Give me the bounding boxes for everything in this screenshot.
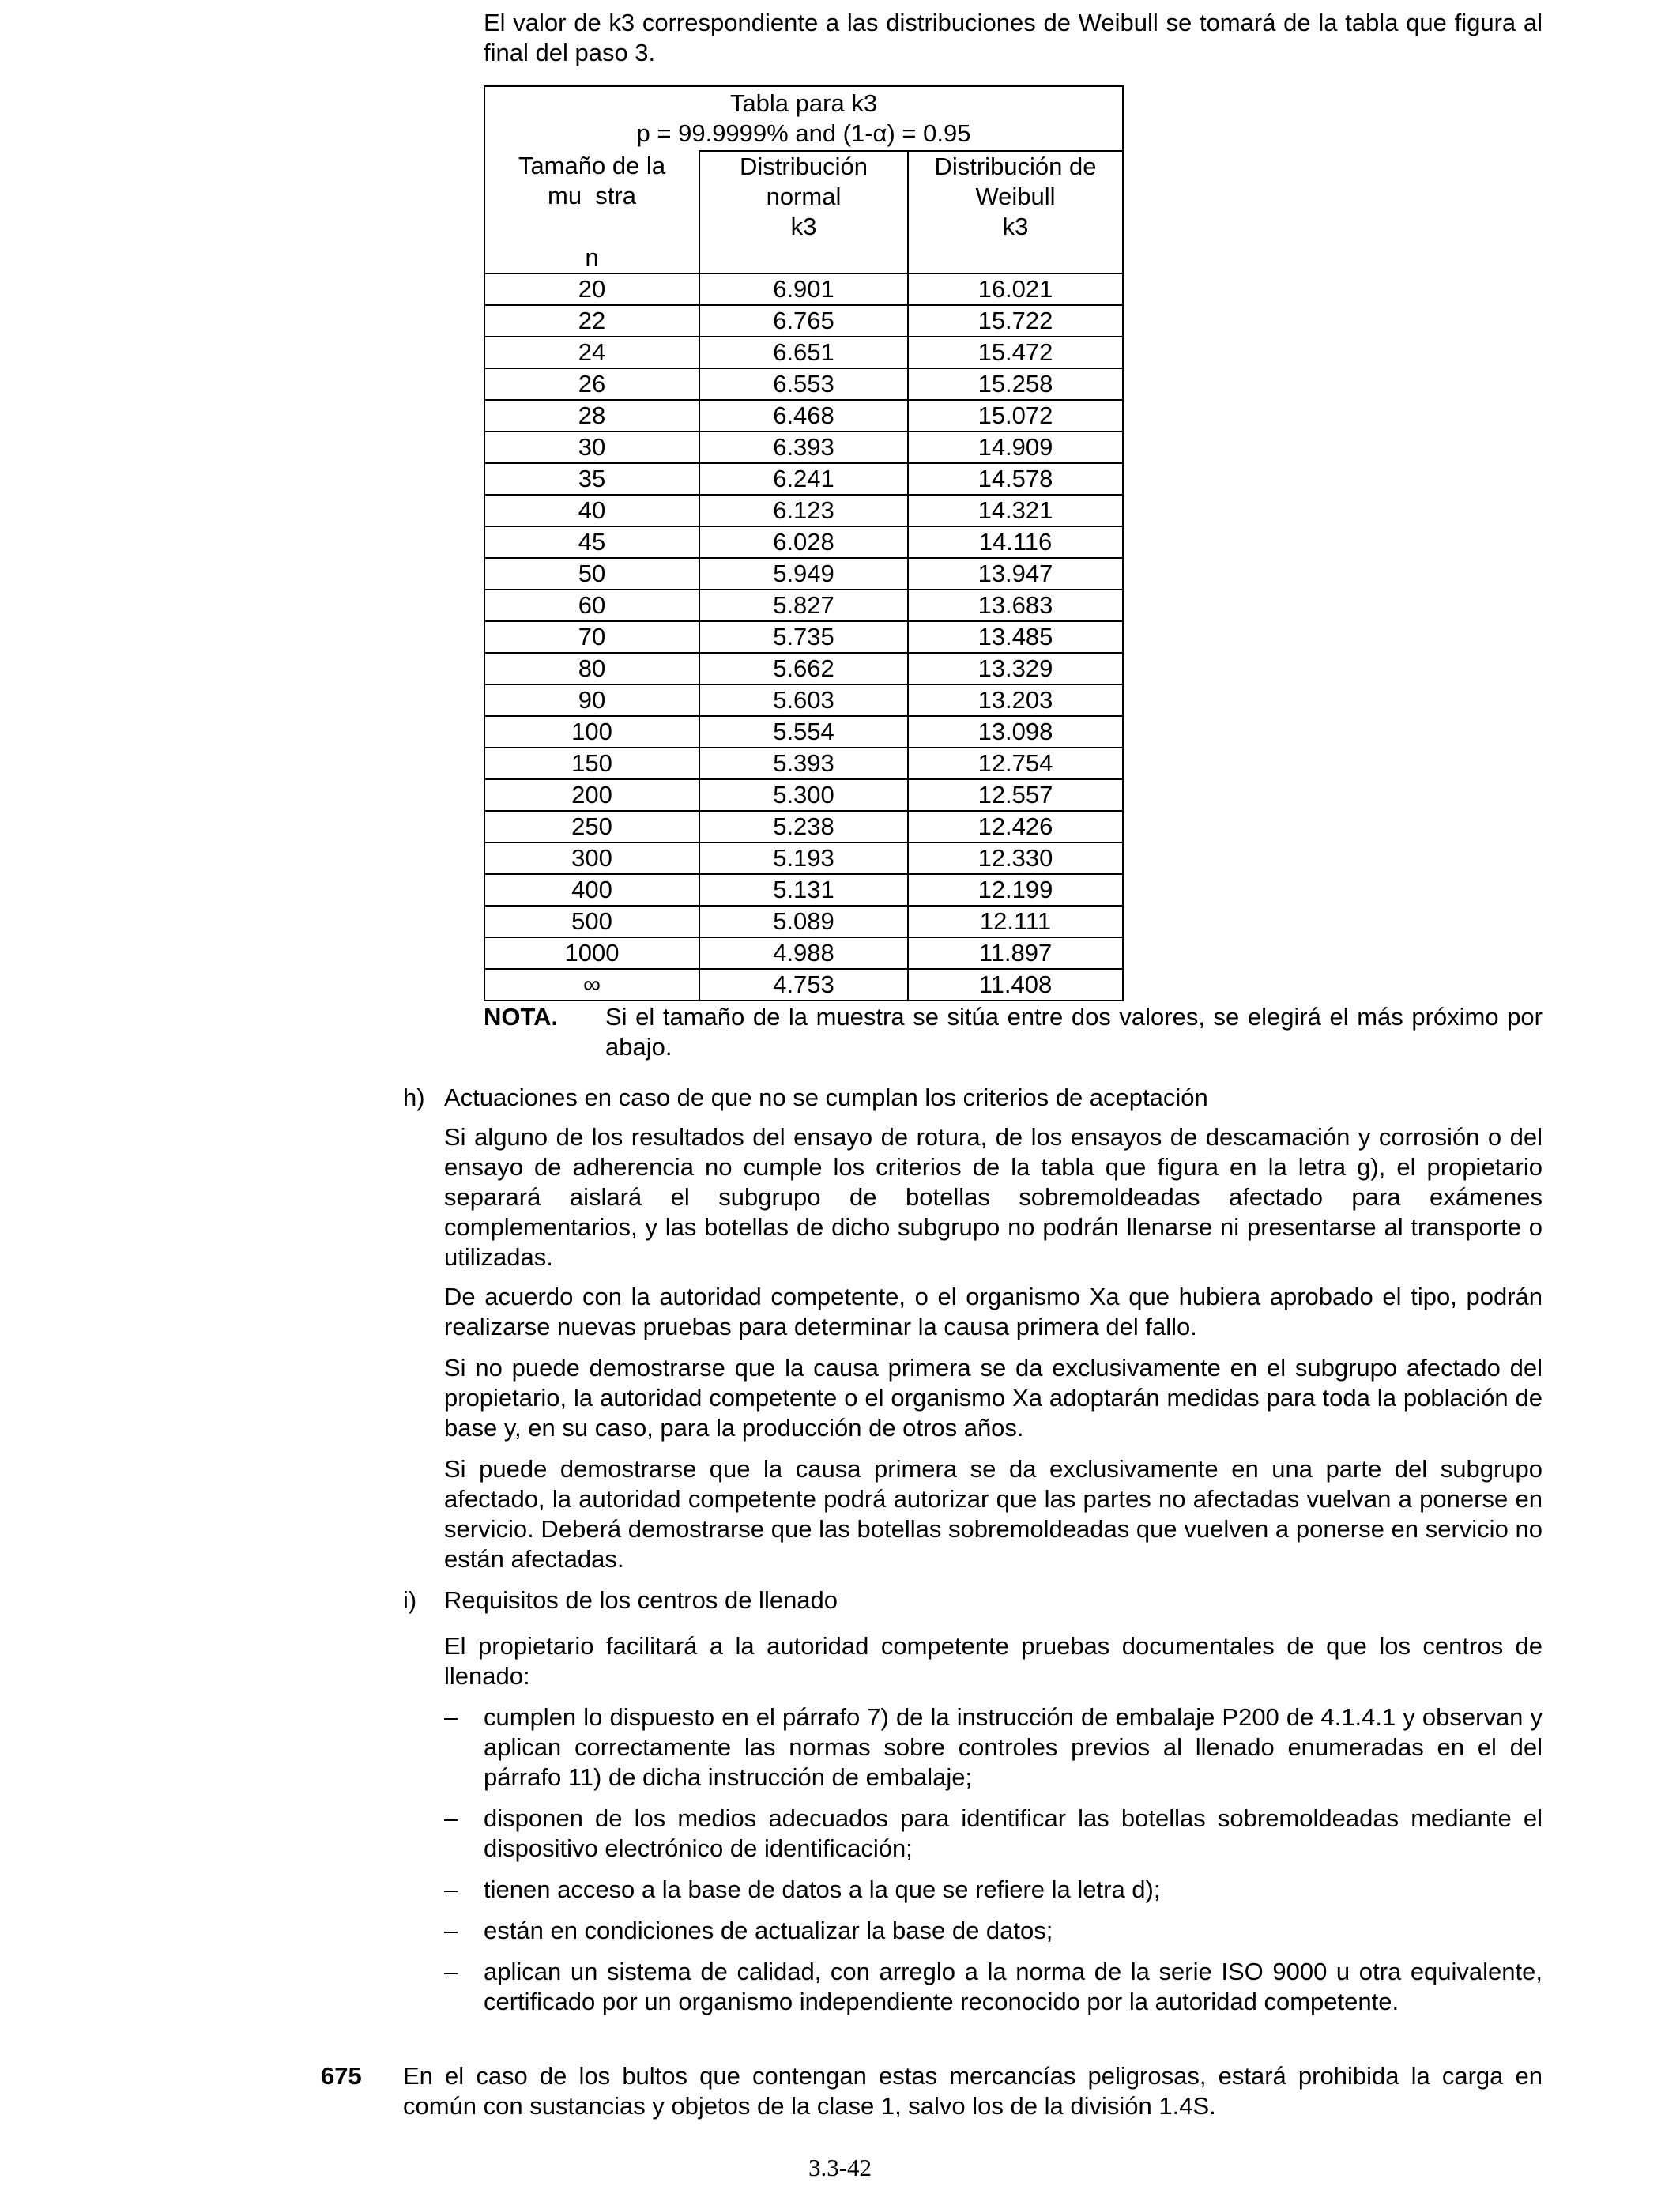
cell-sample-size: 70 [484,621,699,653]
table-row [484,400,1123,432]
cell-normal-k3: 5.735 [699,621,908,653]
table-caption-row [484,86,1123,151]
cell-sample-size: 26 [484,368,699,400]
section-i-intro: El propietario facilitará a la autoridad competente pruebas documentales de que los centros de llenado: [444,1632,1543,1690]
cell-normal-k3: 6.765 [699,305,908,337]
section-h-paragraph-4: Si puede demostrarse que la causa primera se da exclusivamente en una parte del subgrupo afectado, la autoridad competente podrá autorizar que las partes no afectadas vuelvan a ponerse en servicio. Deberá demostrarse que las botellas sobremoldeadas que vuelven a ponerse en servicio no están afectadas. [444,1455,1543,1573]
table-row [484,874,1123,906]
cell-sample-size: 24 [484,337,699,368]
cell-normal-k3: 5.238 [699,811,908,843]
cell-sample-size: 20 [484,273,699,305]
cell-normal-k3: 6.901 [699,273,908,305]
table-row [484,590,1123,621]
cell-sample-size: 90 [484,684,699,716]
cell-weibull-k3: 15.258 [908,368,1123,400]
table-caption-params: p = 99.9999% and (1-α) = 0.95 [636,119,971,147]
bullet-item-4: están en condiciones de actualizar la base de datos; [484,1917,1053,1944]
cell-normal-k3: 5.662 [699,653,908,684]
cell-weibull-k3: 15.472 [908,337,1123,368]
table-row [484,843,1123,874]
cell-normal-k3: 5.554 [699,716,908,748]
cell-normal-k3: 5.300 [699,779,908,811]
section-h-title: Actuaciones en caso de que no se cumplan los criterios de aceptación [444,1084,1208,1111]
table-row [484,937,1123,969]
cell-normal-k3: 4.988 [699,937,908,969]
cell-normal-k3: 6.553 [699,368,908,400]
section-h-paragraph-2: De acuerdo con la autoridad competente, o el organismo Xa que hubiera aprobado el tipo, podrán realizarse nuevas pruebas para determinar la causa primera del fallo. [444,1283,1543,1340]
cell-normal-k3: 4.753 [699,969,908,1001]
cell-sample-size: ∞ [484,969,699,1001]
cell-sample-size: 200 [484,779,699,811]
cell-normal-k3: 5.949 [699,558,908,590]
bullet-item-5: aplican un sistema de calidad, con arreglo a la norma de la serie ISO 9000 u otra equivalente, certificado por un organismo independiente reconocido por la autoridad competente. [484,1958,1543,2015]
cell-weibull-k3: 14.909 [908,432,1123,463]
table-header-row [484,151,1123,273]
cell-weibull-k3: 13.203 [908,684,1123,716]
bullet-dash: – [444,1917,458,1944]
cell-weibull-k3: 13.947 [908,558,1123,590]
bullet-dash: – [444,1875,458,1903]
cell-sample-size: 22 [484,305,699,337]
cell-weibull-k3: 16.021 [908,273,1123,305]
table-row [484,495,1123,526]
page-number: 3.3-42 [808,2154,872,2181]
section-h-paragraph-3: Si no puede demostrarse que la causa primera se da exclusivamente en el subgrupo afectado del propietario, la autoridad competente o el organismo Xa adoptarán medidas para toda la población de base y, en su caso, para la producción de otros años. [444,1354,1543,1442]
cell-normal-k3: 5.603 [699,684,908,716]
k3-table [484,85,1124,1001]
cell-weibull-k3: 15.072 [908,400,1123,432]
cell-weibull-k3: 13.683 [908,590,1123,621]
section-i-title: Requisitos de los centros de llenado [444,1586,838,1614]
cell-weibull-k3: 11.408 [908,969,1123,1001]
bullet-dash: – [444,1804,458,1832]
table-row [484,621,1123,653]
paragraph-675-text: En el caso de los bultos que contengan estas mercancías peligrosas, estará prohibida la carga en común con sustancias y objetos de la clase 1, salvo los de la división 1.4S. [403,2062,1543,2120]
cell-weibull-k3: 15.722 [908,305,1123,337]
cell-normal-k3: 6.651 [699,337,908,368]
cell-sample-size: 30 [484,432,699,463]
table-row [484,684,1123,716]
section-h-paragraph-1: Si alguno de los resultados del ensayo de rotura, de los ensayos de descamación y corrosión o del ensayo de adherencia no cumple los criterios de la tabla que figura en la letra g), el propietario separará aislará el subgrupo de botellas sobremoldeadas afectado para exámenes complementarios, y las botellas de dicho subgrupo no podrán llenarse ni presentarse al transporte o utilizadas. [444,1123,1543,1271]
cell-normal-k3: 6.241 [699,463,908,495]
cell-sample-size: 500 [484,906,699,937]
cell-sample-size: 300 [484,843,699,874]
table-row [484,273,1123,305]
cell-normal-k3: 6.468 [699,400,908,432]
cell-sample-size: 80 [484,653,699,684]
cell-weibull-k3: 12.199 [908,874,1123,906]
table-row [484,337,1123,368]
cell-weibull-k3: 12.330 [908,843,1123,874]
table-row [484,748,1123,779]
cell-normal-k3: 6.028 [699,526,908,558]
cell-normal-k3: 5.089 [699,906,908,937]
col-header-normal: Distribución normal k3 [699,151,908,273]
bullet-item-1: cumplen lo dispuesto en el párrafo 7) de la instrucción de embalaje P200 de 4.1.4.1 y observan y aplican correctamente las normas sobre controles previos al llenado enumeradas en el del párrafo 11) de dicha instrucción de embalaje; [484,1703,1543,1791]
table-row [484,463,1123,495]
intro-paragraph: El valor de k3 correspondiente a las distribuciones de Weibull se tomará de la tabla que figura al final del paso 3. [484,9,1543,66]
bullet-item-3: tienen acceso a la base de datos a la que se refiere la letra d); [484,1875,1161,1903]
table-row [484,653,1123,684]
cell-sample-size: 1000 [484,937,699,969]
cell-sample-size: 35 [484,463,699,495]
cell-weibull-k3: 12.426 [908,811,1123,843]
cell-sample-size: 60 [484,590,699,621]
col-header-weibull: Distribución de Weibull k3 [908,151,1123,273]
cell-weibull-k3: 14.321 [908,495,1123,526]
cell-weibull-k3: 11.897 [908,937,1123,969]
cell-weibull-k3: 13.098 [908,716,1123,748]
cell-normal-k3: 5.827 [699,590,908,621]
cell-weibull-k3: 13.485 [908,621,1123,653]
cell-normal-k3: 6.123 [699,495,908,526]
cell-sample-size: 150 [484,748,699,779]
table-row [484,305,1123,337]
table-row [484,906,1123,937]
table-row [484,558,1123,590]
cell-sample-size: 100 [484,716,699,748]
table-row [484,368,1123,400]
col-header-sample-size: Tamaño de la mu stra n [484,151,699,273]
cell-sample-size: 250 [484,811,699,843]
table-row [484,811,1123,843]
section-h-letter: h) [403,1084,425,1111]
cell-normal-k3: 5.131 [699,874,908,906]
cell-weibull-k3: 14.116 [908,526,1123,558]
table-row [484,969,1123,1001]
nota-text: Si el tamaño de la muestra se sitúa entre dos valores, se elegirá el más próximo por abajo. [605,1003,1543,1061]
table-row [484,432,1123,463]
bullet-item-2: disponen de los medios adecuados para identificar las botellas sobremoldeadas mediante el dispositivo electrónico de identificación; [484,1804,1543,1862]
cell-normal-k3: 5.393 [699,748,908,779]
cell-weibull-k3: 12.754 [908,748,1123,779]
cell-sample-size: 45 [484,526,699,558]
cell-normal-k3: 6.393 [699,432,908,463]
cell-weibull-k3: 13.329 [908,653,1123,684]
cell-normal-k3: 5.193 [699,843,908,874]
cell-sample-size: 40 [484,495,699,526]
cell-weibull-k3: 12.111 [908,906,1123,937]
table-row [484,526,1123,558]
bullet-dash: – [444,1958,458,1985]
paragraph-number-675: 675 [321,2062,362,2090]
nota-label: NOTA. [484,1003,559,1031]
table-row [484,716,1123,748]
cell-sample-size: 28 [484,400,699,432]
cell-sample-size: 400 [484,874,699,906]
cell-sample-size: 50 [484,558,699,590]
cell-weibull-k3: 12.557 [908,779,1123,811]
table-caption-title: Tabla para k3 [729,89,878,117]
table-row [484,779,1123,811]
cell-weibull-k3: 14.578 [908,463,1123,495]
bullet-dash: – [444,1703,458,1731]
section-i-letter: i) [403,1586,417,1614]
